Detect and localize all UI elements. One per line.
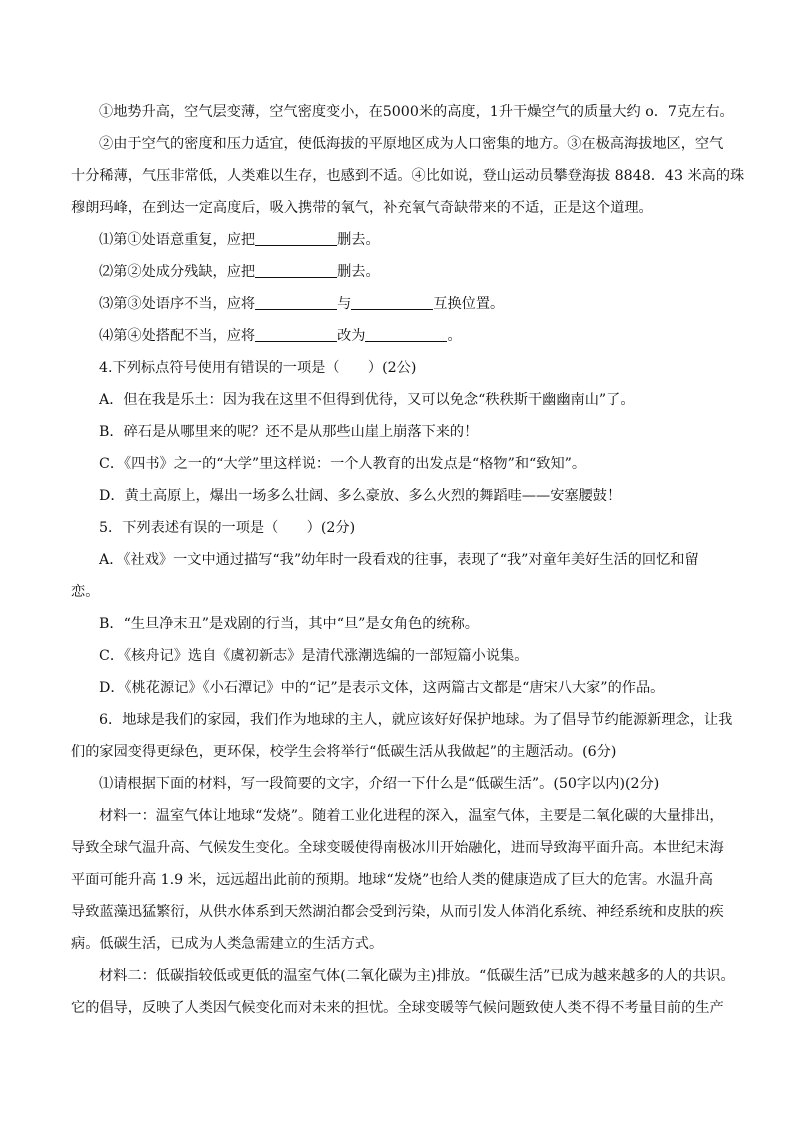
answer-blank[interactable]	[351, 295, 433, 310]
q5-option-d: D．《桃花源记》《小石潭记》中的“记”是表示文体，这两篇古文都是“唐宋八大家”的作品。	[99, 680, 665, 696]
q6-sub-question-1: ⑴请根据下面的材料，写一段简要的文字，介绍一下什么是“低碳生活”。(50字以内)(2分)	[99, 776, 660, 792]
q4-stem: 4.下列标点符号使用有错误的一项是（ ）(2公)	[99, 360, 417, 376]
material-1-line: 病。低碳生活，已成为人类急需建立的生活方式。	[71, 936, 384, 952]
q5-stem: 5．下列表述有误的一项是（ ）(2分)	[99, 520, 356, 536]
q5-option-c: C．《核舟记》选自《虞初新志》是清代涨潮选编的一部短篇小说集。	[99, 648, 529, 664]
q3-item-text: ⑶第③处语序不当，应将	[99, 296, 256, 312]
passage-line: 十分稀薄，气压非常低，人类难以生存，也感到不适。④比如说，登山运动员攀登海拔 8848．43 米高的珠	[71, 168, 745, 184]
answer-blank[interactable]	[255, 295, 337, 310]
q3-item-text: 改为	[337, 328, 366, 344]
q3-item-text: 。	[447, 328, 462, 344]
passage-line: ①地势升高，空气层变薄，空气密度变小，在5000米的高度，1升干燥空气的质量大约 o．7克左右。	[99, 104, 734, 120]
material-2-line: 材料二：低碳指较低或更低的温室气体(二氧化碳为主)排放。“低碳生活”已成为越来越多的人的共识。	[99, 968, 735, 984]
material-1-line: 材料一：温室气体让地球“发烧”。随着工业化进程的深入，温室气体，主要是二氧化碳的大量排出，	[99, 808, 724, 824]
material-1-line: 导致全球气温升高、气候发生变化。全球变暖使得南极冰川开始融化，进而导致海平面升高。本世纪末海	[71, 840, 724, 856]
q5-option-b: B．“生旦净末丑”是戏剧的行当，其中“旦”是女角色的统称。	[99, 616, 479, 632]
material-2-line: 它的倡导，反映了人类因气候变化而对未来的担忧。全球变暖等气候问题致使人类不得不考量目前的生产	[71, 1000, 724, 1016]
q4-option-c: C．《四书》之一的“大学”里这样说：一个人教育的出发点是“格物”和“致知”。	[99, 456, 587, 472]
q3-item-1	[99, 230, 380, 250]
q3-item-3	[99, 294, 504, 314]
q4-option-a: A．但在我是乐土：因为我在这里不但得到优待，又可以免念“秩秩斯干幽幽南山”了。	[99, 392, 635, 408]
q3-item-text: 互换位置。	[433, 296, 505, 312]
answer-blank[interactable]	[255, 327, 337, 342]
q6-stem: 6．地球是我们的家园，我们作为地球的主人，就应该好好保护地球。为了倡导节约能源新理念，让我	[99, 712, 733, 728]
passage-line: ②由于空气的密度和压力适宜，使低海拔的平原地区成为人口密集的地方。③在极高海拔地区，空气	[99, 136, 724, 152]
q3-item-text: ⑴第①处语意重复，应把	[99, 232, 256, 248]
answer-blank[interactable]	[365, 327, 447, 342]
passage-line: 穆朗玛峰，在到达一定高度后，吸入携带的氧气，补充氧气奇缺带来的不适，正是这个道理。	[71, 200, 653, 216]
q3-item-text: ⑵第②处成分残缺，应把	[99, 264, 256, 280]
q3-item-text: 删去。	[337, 264, 380, 280]
material-1-line: 导致蓝藻迅猛繁衍，从供水体系到天然湖泊都会受到污染，从而引发人体消化系统、神经系统和皮肤的疾	[71, 904, 724, 920]
q6-stem-cont: 们的家园变得更绿色，更环保，校学生会将举行“低碳生活从我做起”的主题活动。(6分)	[71, 744, 617, 760]
answer-blank[interactable]	[255, 263, 337, 278]
q5-option-a-cont: 恋。	[71, 584, 100, 600]
q3-item-2	[99, 262, 380, 282]
q3-item-text: ⑷第④处搭配不当，应将	[99, 328, 256, 344]
answer-blank[interactable]	[255, 231, 337, 246]
q3-item-text: 与	[337, 296, 352, 312]
q4-option-d: D．黄土高原上，爆出一场多么壮阔、多么豪放、多么火烈的舞蹈哇——安塞腰鼓！	[99, 488, 622, 504]
material-1-line: 平面可能升高 1.9 米，远远超出此前的预期。地球“发烧”也给人类的健康造成了巨大的危害。水温升高	[71, 872, 713, 888]
q4-option-b: B．碎石是从哪里来的呢？还不是从那些山崖上崩落下来的！	[99, 424, 479, 440]
q5-option-a: A．《社戏》一文中通过描写“我”幼年时一段看戏的往事，表现了“我”对童年美好生活的回忆和留	[99, 552, 699, 568]
q3-item-4	[99, 326, 462, 346]
q3-item-text: 删去。	[337, 232, 380, 248]
